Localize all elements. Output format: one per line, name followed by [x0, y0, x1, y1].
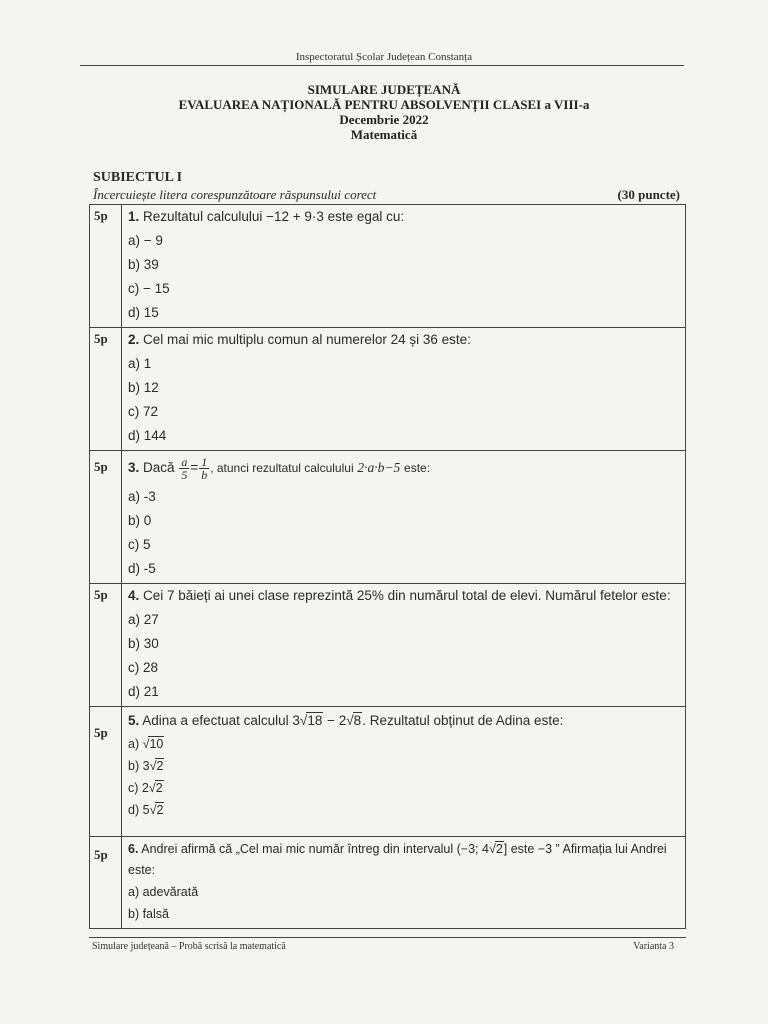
- title-simulation: SIMULARE JUDEȚEANĂ: [307, 82, 461, 97]
- question-text-prefix: Dacă: [143, 460, 175, 475]
- answer-option-c[interactable]: c) 28: [128, 660, 159, 675]
- radical-sign: √: [299, 713, 308, 728]
- header-divider: [80, 65, 684, 66]
- question-body: [122, 328, 686, 451]
- title-subject: Matematică: [350, 127, 418, 142]
- question-text-suffix: . Rezultatul obținut de Adina este:: [362, 713, 564, 728]
- question-stem: [128, 453, 685, 487]
- fraction-1-over-b: [199, 456, 209, 481]
- radical-sign: √: [488, 842, 496, 856]
- section-title: SUBIECTUL I: [93, 170, 183, 185]
- radical-sign: √: [148, 781, 156, 795]
- answer-option-b[interactable]: b) 39: [128, 257, 159, 272]
- answer-option-b[interactable]: b) 0: [128, 513, 152, 528]
- question-stem: [128, 839, 685, 861]
- question-points: 5p: [90, 328, 122, 451]
- radical-sign: √: [149, 803, 157, 817]
- question-text: Rezultatul calculului −12 + 9·3 este egal cu:: [143, 209, 405, 224]
- fraction-numerator: a: [181, 454, 188, 469]
- footer-exam-name: Simulare județeană – Probă scrisă la matematică: [92, 941, 286, 952]
- radical-sign: √: [142, 737, 150, 751]
- answer-option-d[interactable]: d) 15: [128, 305, 159, 320]
- answer-option-d[interactable]: d) -5: [128, 561, 156, 576]
- equals-sign: =: [190, 460, 199, 475]
- math-expression: 2·a·b−5: [357, 460, 401, 475]
- radical-sign: √: [346, 713, 354, 728]
- answer-option-c[interactable]: [128, 779, 685, 801]
- answer-option-d[interactable]: [128, 801, 685, 823]
- answer-option-a[interactable]: a) − 9: [128, 233, 163, 248]
- section-total-points: (30 puncte): [617, 187, 680, 202]
- answer-option-a[interactable]: [128, 735, 685, 757]
- question-body: [122, 707, 686, 837]
- option-coefficient: 3: [142, 759, 150, 773]
- question-number: 1.: [128, 209, 140, 224]
- answer-option-a[interactable]: a) 1: [128, 356, 152, 371]
- question-text-middle: − 2: [323, 713, 347, 728]
- institution-header: Inspectoratul Școlar Județean Constanța: [295, 51, 473, 63]
- question-text-continued: este:: [128, 863, 156, 877]
- question-stem: [128, 586, 685, 610]
- question-text: Cei 7 băieți ai unei clase reprezintă 25% din numărul total de elevi. Numărul fetelor este:: [143, 588, 671, 603]
- question-points: 5p: [90, 584, 122, 707]
- question-text-middle: , atunci rezultatul calculului: [210, 461, 354, 475]
- question-row-5: [90, 707, 686, 837]
- answer-option-a[interactable]: a) 27: [128, 612, 159, 627]
- option-letter: c): [128, 781, 139, 795]
- question-row-6: [90, 837, 686, 929]
- answer-option-a[interactable]: a) -3: [128, 489, 156, 504]
- radicand: 2: [156, 803, 164, 817]
- option-coefficient: 2: [141, 781, 149, 795]
- answer-option-b[interactable]: [128, 757, 685, 779]
- answer-option-a[interactable]: a) adevărată: [128, 885, 199, 899]
- question-row-4: [90, 584, 686, 707]
- question-stem: [128, 207, 685, 231]
- answer-option-c[interactable]: c) 72: [128, 404, 159, 419]
- answer-option-d[interactable]: d) 144: [128, 428, 167, 443]
- question-text-prefix: Andrei afirmă că „Cel mai mic număr întreg din intervalul (−3; 4: [141, 842, 489, 856]
- radicand: 8: [353, 713, 362, 728]
- radicand: 10: [149, 737, 164, 751]
- question-number: 5.: [128, 713, 140, 728]
- question-body: [122, 451, 686, 584]
- radical-sign: √: [149, 759, 157, 773]
- question-number: 6.: [128, 842, 139, 856]
- question-row-2: [90, 328, 686, 451]
- radicand: 2: [156, 759, 164, 773]
- question-body: [122, 584, 686, 707]
- option-letter: d): [128, 803, 140, 817]
- question-points: 5p: [90, 205, 122, 328]
- answer-option-b[interactable]: b) 12: [128, 380, 159, 395]
- questions-table: [89, 204, 686, 929]
- question-points: 5p: [90, 707, 122, 837]
- radicand: 2: [155, 781, 163, 795]
- answer-option-d[interactable]: d) 21: [128, 684, 159, 699]
- question-row-1: [90, 205, 686, 328]
- section-instruction: Încercuiește litera corespunzătoare răspunsului corect: [93, 187, 377, 202]
- document-titles: [0, 82, 768, 142]
- fraction-denominator: 5: [181, 467, 188, 482]
- answer-option-c[interactable]: c) − 15: [128, 281, 170, 296]
- title-evaluation: EVALUAREA NAȚIONALĂ PENTRU ABSOLVENȚII CLASEI a VIII-a: [178, 97, 590, 112]
- answer-option-b[interactable]: b) falsă: [128, 907, 169, 921]
- question-number: 3.: [128, 460, 140, 475]
- question-points: 5p: [90, 451, 122, 584]
- answer-option-b[interactable]: b) 30: [128, 636, 159, 651]
- fraction-numerator: 1: [201, 454, 208, 469]
- question-number: 4.: [128, 588, 140, 603]
- question-text-prefix: Adina a efectuat calculul 3: [142, 713, 300, 728]
- answer-option-c[interactable]: c) 5: [128, 537, 151, 552]
- question-points: 5p: [90, 837, 122, 929]
- question-number: 2.: [128, 332, 140, 347]
- fraction-denominator: b: [201, 467, 208, 482]
- question-text: Cel mai mic multiplu comun al numerelor 24 și 36 este:: [143, 332, 471, 347]
- radicand: 18: [307, 713, 323, 728]
- option-coefficient: 5: [142, 803, 150, 817]
- question-body: [122, 837, 686, 929]
- question-body: [122, 205, 686, 328]
- footer-divider: [89, 937, 686, 938]
- option-letter: a): [128, 737, 140, 751]
- footer-variant: Varianta 3: [633, 941, 674, 952]
- question-stem: [128, 330, 685, 354]
- title-date: Decembrie 2022: [339, 112, 429, 127]
- question-row-3: [90, 451, 686, 584]
- question-text-suffix: ] este −3 ” Afirmația lui Andrei: [503, 842, 667, 856]
- option-letter: b): [128, 759, 140, 773]
- radicand: 2: [495, 842, 503, 856]
- question-stem: [128, 709, 685, 735]
- question-text-suffix: este:: [404, 461, 431, 475]
- fraction-a-over-5: [179, 456, 189, 481]
